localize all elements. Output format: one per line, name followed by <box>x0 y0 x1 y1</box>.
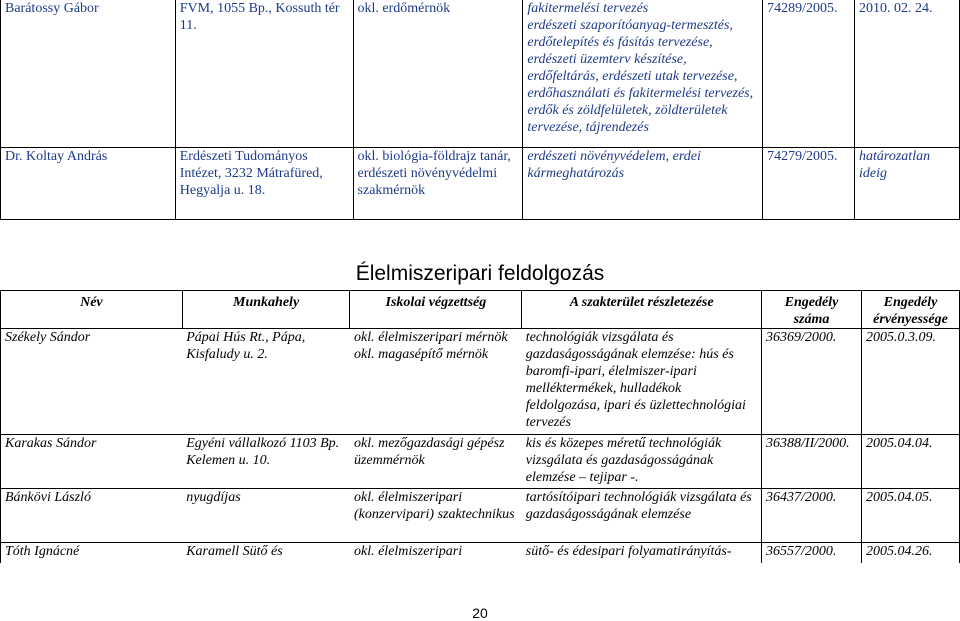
person-name: Barátossy Gábor <box>1 0 176 147</box>
license-number: 74289/2005. <box>763 0 855 147</box>
food-industry-table <box>0 290 960 563</box>
workplace: Egyéni vállalkozó 1103 Bp. Kelemen u. 10. <box>182 435 350 489</box>
person-name: Székely Sándor <box>1 329 183 435</box>
workplace: Erdészeti Tudományos Intézet, 3232 Mátrafüred, Hegyalja u. 18. <box>175 147 353 219</box>
person-name: Bánkövi László <box>1 489 183 543</box>
field-details: technológiák vizsgálata és gazdaságosságának elemzése: hús és baromfi-ipari, élelmiszer-ipari melléktermékek, hulladékok feldolgozása, ipari és üzlettechnológiai tervezés <box>522 329 762 435</box>
qualification: okl. erdőmérnök <box>353 0 523 147</box>
license-validity: 2010. 02. 24. <box>855 0 960 147</box>
license-validity: 2005.04.26. <box>861 543 959 563</box>
header-validity: Engedély érvényessége <box>861 291 959 329</box>
table-row <box>1 435 960 489</box>
field-line: fakitermelési tervezés <box>527 1 649 16</box>
field-details <box>523 147 763 219</box>
field-details: kis és közepes méretű technológiák vizsgálata és gazdaságosságának elemzése – tejipar -. <box>522 435 762 489</box>
workplace: nyugdíjas <box>182 489 350 543</box>
person-name: Tóth Ignácné <box>1 543 183 563</box>
person-name: Karakas Sándor <box>1 435 183 489</box>
person-name: Dr. Koltay András <box>1 147 176 219</box>
field-line: erdészeti növényvédelem, erdei kármeghatározás <box>527 148 701 181</box>
header-row <box>1 291 960 329</box>
workplace: Pápai Hús Rt., Pápa, Kisfaludy u. 2. <box>186 330 306 362</box>
field-details: tartósítóipari technológiák vizsgálata és gazdaságosságának elemzése <box>522 489 762 543</box>
field-line: erdészeti szaporítóanyag-termesztés, erdőtelepítés és fásítás tervezése, erdészeti üzemterv készítése, erdőfeltárás, erdészeti utak tervezése, erdőhasználati és fakitermelési tervezés, erdők és zöldfelületek, zöldterületek tervezése, tájrendezés <box>527 18 754 135</box>
section-title: Élelmiszeripari feldolgozás <box>355 262 605 285</box>
qualification: okl. élelmiszeripari (konzervipari) szaktechnikus <box>350 489 522 543</box>
license-validity: 2005.04.04. <box>861 435 959 489</box>
field-details <box>523 0 763 147</box>
qualification: okl. élelmiszeripari <box>350 543 522 563</box>
header-license-number: Engedély száma <box>762 291 862 329</box>
forestry-table <box>0 0 960 220</box>
license-number: 36557/2000. <box>762 543 862 563</box>
header-workplace: Munkahely <box>182 291 350 329</box>
page-number: 20 <box>472 605 488 621</box>
license-number: 36437/2000. <box>762 489 862 543</box>
license-validity: határozatlan ideig <box>855 147 960 219</box>
field-details: sütő- és édesipari folyamatirányítás- <box>522 543 762 563</box>
table-row <box>1 0 960 147</box>
license-number: 36388/II/2000. <box>762 435 862 489</box>
header-name: Név <box>1 291 183 329</box>
table-row <box>1 543 960 563</box>
workplace: Karamell Sütő és <box>182 543 350 563</box>
header-qualification: Iskolai végzettség <box>350 291 522 329</box>
qualification: okl. mezőgazdasági gépész üzemmérnök <box>350 435 522 489</box>
workplace: FVM, 1055 Bp., Kossuth tér 11. <box>175 0 353 147</box>
table-row <box>1 329 960 435</box>
license-number: 74279/2005. <box>763 147 855 219</box>
header-field: A szakterület részletezése <box>522 291 762 329</box>
license-validity: 2005.04.05. <box>861 489 959 543</box>
license-validity: 2005.0.3.09. <box>861 329 959 435</box>
qualification: okl. biológia-földrajz tanár, erdészeti növényvédelmi szakmérnök <box>353 147 523 219</box>
qualification: okl. élelmiszeripari mérnök okl. magasépítő mérnök <box>353 330 508 362</box>
table-row <box>1 147 960 219</box>
table-row <box>1 489 960 543</box>
license-number: 36369/2000. <box>762 329 862 435</box>
